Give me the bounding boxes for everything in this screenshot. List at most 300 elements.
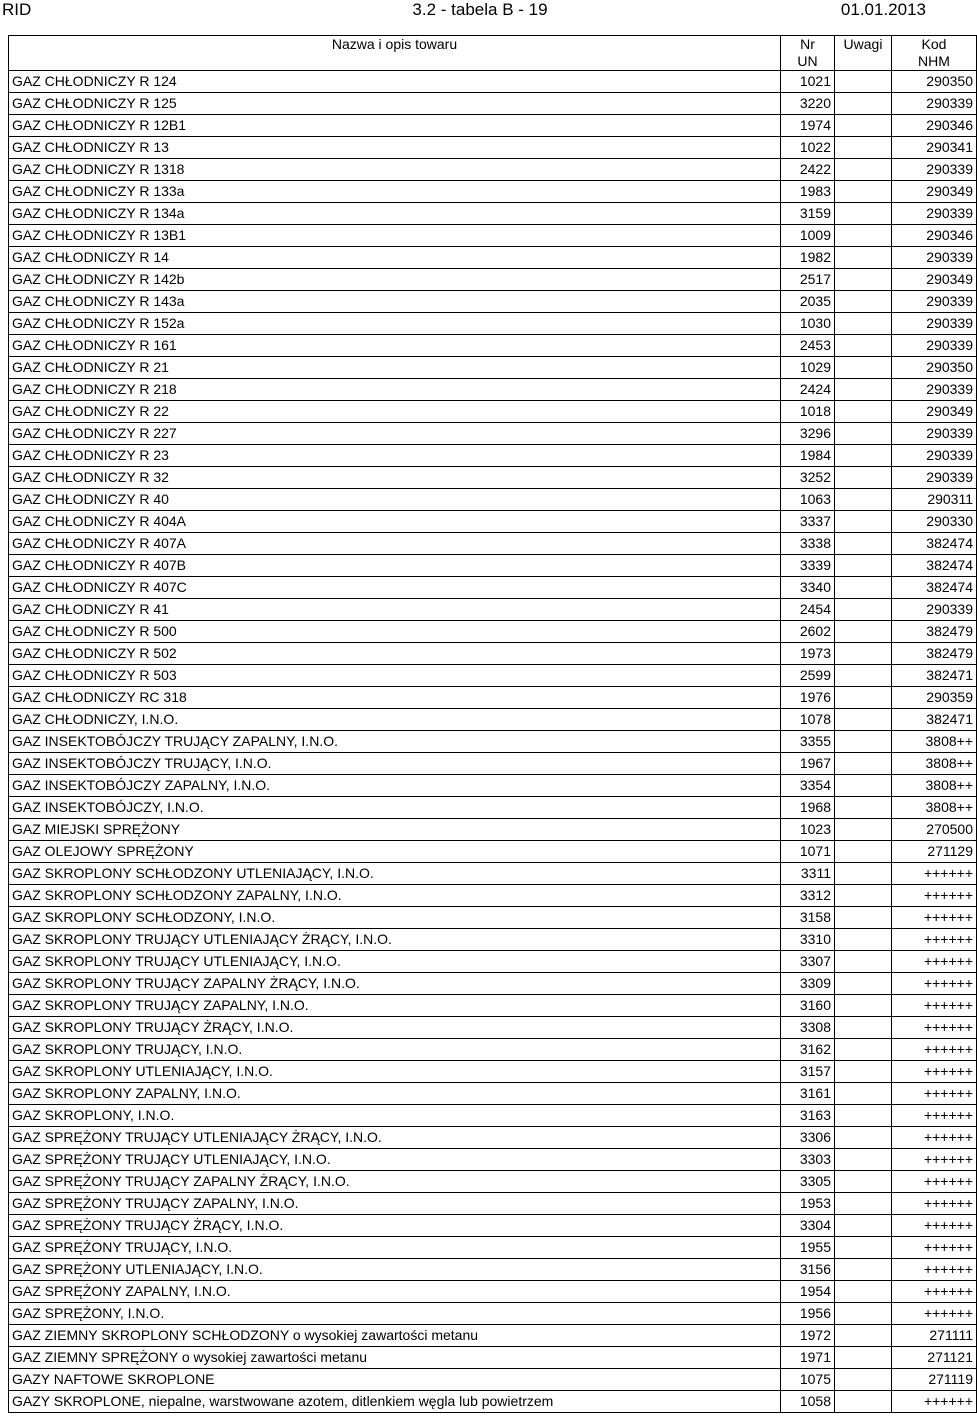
table-row xyxy=(9,1061,977,1083)
cell-uwagi xyxy=(835,511,892,533)
cell-nhm-code: 3808++ xyxy=(892,775,977,797)
cell-uwagi xyxy=(835,1039,892,1061)
cell-nhm-code: 3808++ xyxy=(892,753,977,775)
cell-uwagi xyxy=(835,467,892,489)
cell-nhm-code: 382479 xyxy=(892,621,977,643)
cell-un-number: 3354 xyxy=(781,775,835,797)
col-header-kod: Kod xyxy=(892,36,977,54)
cell-nhm-code: 382471 xyxy=(892,709,977,731)
cell-uwagi xyxy=(835,929,892,951)
cell-name: GAZ OLEJOWY SPRĘŻONY xyxy=(9,841,781,863)
cell-un-number: 3160 xyxy=(781,995,835,1017)
cell-uwagi xyxy=(835,1149,892,1171)
table-row xyxy=(9,775,977,797)
cell-un-number: 1058 xyxy=(781,1391,835,1413)
cell-uwagi xyxy=(835,555,892,577)
cell-uwagi xyxy=(835,599,892,621)
cell-nhm-code: ++++++ xyxy=(892,1149,977,1171)
cell-uwagi xyxy=(835,1017,892,1039)
cell-un-number: 3220 xyxy=(781,93,835,115)
cell-name: GAZ CHŁODNICZY R 1318 xyxy=(9,159,781,181)
cell-uwagi xyxy=(835,1127,892,1149)
table-row xyxy=(9,247,977,269)
table-row xyxy=(9,753,977,775)
cell-un-number: 1972 xyxy=(781,1325,835,1347)
cell-un-number: 3252 xyxy=(781,467,835,489)
cell-name: GAZ CHŁODNICZY R 22 xyxy=(9,401,781,423)
cell-name: GAZ SPRĘŻONY TRUJĄCY ZAPALNY, I.N.O. xyxy=(9,1193,781,1215)
cell-un-number: 3156 xyxy=(781,1259,835,1281)
cell-un-number: 1023 xyxy=(781,819,835,841)
cell-un-number: 2517 xyxy=(781,269,835,291)
cell-uwagi xyxy=(835,533,892,555)
goods-table xyxy=(8,35,977,1413)
cell-nhm-code: 290349 xyxy=(892,269,977,291)
cell-nhm-code: 290339 xyxy=(892,335,977,357)
table-row xyxy=(9,1105,977,1127)
table-row xyxy=(9,489,977,511)
table-row xyxy=(9,93,977,115)
table-row xyxy=(9,819,977,841)
cell-uwagi xyxy=(835,247,892,269)
table-row xyxy=(9,797,977,819)
cell-name: GAZ CHŁODNICZY R 502 xyxy=(9,643,781,665)
cell-name: GAZ CHŁODNICZY RC 318 xyxy=(9,687,781,709)
cell-name: GAZ CHŁODNICZY R 124 xyxy=(9,71,781,93)
cell-nhm-code: 290339 xyxy=(892,379,977,401)
cell-nhm-code: 271121 xyxy=(892,1347,977,1369)
cell-un-number: 3306 xyxy=(781,1127,835,1149)
cell-uwagi xyxy=(835,159,892,181)
cell-uwagi xyxy=(835,313,892,335)
cell-uwagi xyxy=(835,445,892,467)
cell-name: GAZ SKROPLONY SCHŁODZONY, I.N.O. xyxy=(9,907,781,929)
table-row xyxy=(9,907,977,929)
cell-un-number: 3340 xyxy=(781,577,835,599)
cell-nhm-code: ++++++ xyxy=(892,1171,977,1193)
cell-un-number: 3308 xyxy=(781,1017,835,1039)
table-row xyxy=(9,1281,977,1303)
cell-un-number: 2602 xyxy=(781,621,835,643)
table-row xyxy=(9,1237,977,1259)
cell-nhm-code: 290339 xyxy=(892,93,977,115)
cell-un-number: 1009 xyxy=(781,225,835,247)
cell-un-number: 3307 xyxy=(781,951,835,973)
cell-name: GAZ SPRĘŻONY UTLENIAJĄCY, I.N.O. xyxy=(9,1259,781,1281)
cell-name: GAZ CHŁODNICZY R 12B1 xyxy=(9,115,781,137)
table-row xyxy=(9,951,977,973)
table-row xyxy=(9,841,977,863)
cell-nhm-code: 290346 xyxy=(892,115,977,137)
cell-name: GAZ SKROPLONY TRUJĄCY ZAPALNY ŻRĄCY, I.N.O. xyxy=(9,973,781,995)
cell-un-number: 2424 xyxy=(781,379,835,401)
cell-nhm-code: 290349 xyxy=(892,401,977,423)
cell-uwagi xyxy=(835,665,892,687)
cell-nhm-code: 290339 xyxy=(892,423,977,445)
cell-un-number: 1022 xyxy=(781,137,835,159)
cell-un-number: 3355 xyxy=(781,731,835,753)
cell-nhm-code: 271119 xyxy=(892,1369,977,1391)
cell-uwagi xyxy=(835,643,892,665)
col-header-uwagi-cont xyxy=(835,53,892,71)
cell-nhm-code: 382471 xyxy=(892,665,977,687)
cell-uwagi xyxy=(835,621,892,643)
table-row xyxy=(9,555,977,577)
cell-un-number: 1955 xyxy=(781,1237,835,1259)
cell-name: GAZ CHŁODNICZY R 134a xyxy=(9,203,781,225)
cell-name: GAZ CHŁODNICZY R 142b xyxy=(9,269,781,291)
cell-name: GAZ INSEKTOBÓJCZY ZAPALNY, I.N.O. xyxy=(9,775,781,797)
col-header-nr: Nr xyxy=(781,36,835,54)
cell-uwagi xyxy=(835,401,892,423)
cell-un-number: 1974 xyxy=(781,115,835,137)
table-row xyxy=(9,269,977,291)
cell-uwagi xyxy=(835,93,892,115)
cell-nhm-code: ++++++ xyxy=(892,885,977,907)
cell-un-number: 1984 xyxy=(781,445,835,467)
cell-nhm-code: 3808++ xyxy=(892,731,977,753)
cell-nhm-code: 290330 xyxy=(892,511,977,533)
cell-name: GAZ SPRĘŻONY TRUJĄCY UTLENIAJĄCY, I.N.O. xyxy=(9,1149,781,1171)
cell-un-number: 1029 xyxy=(781,357,835,379)
cell-un-number: 1063 xyxy=(781,489,835,511)
cell-un-number: 1967 xyxy=(781,753,835,775)
table-row xyxy=(9,115,977,137)
cell-name: GAZ SKROPLONY SCHŁODZONY UTLENIAJĄCY, I.N.O. xyxy=(9,863,781,885)
cell-uwagi xyxy=(835,1391,892,1413)
cell-un-number: 3309 xyxy=(781,973,835,995)
cell-un-number: 1030 xyxy=(781,313,835,335)
cell-un-number: 2599 xyxy=(781,665,835,687)
cell-nhm-code: 290339 xyxy=(892,203,977,225)
cell-un-number: 3162 xyxy=(781,1039,835,1061)
cell-un-number: 3305 xyxy=(781,1171,835,1193)
cell-un-number: 3312 xyxy=(781,885,835,907)
cell-name: GAZ ZIEMNY SKROPLONY SCHŁODZONY o wysokiej zawartości metanu xyxy=(9,1325,781,1347)
cell-name: GAZ CHŁODNICZY R 161 xyxy=(9,335,781,357)
cell-uwagi xyxy=(835,1193,892,1215)
cell-nhm-code: ++++++ xyxy=(892,1083,977,1105)
cell-un-number: 3337 xyxy=(781,511,835,533)
cell-nhm-code: 290339 xyxy=(892,313,977,335)
cell-name: GAZ CHŁODNICZY R 500 xyxy=(9,621,781,643)
cell-nhm-code: 382474 xyxy=(892,555,977,577)
cell-uwagi xyxy=(835,841,892,863)
cell-nhm-code: ++++++ xyxy=(892,951,977,973)
cell-nhm-code: 290350 xyxy=(892,71,977,93)
cell-name: GAZ CHŁODNICZY R 133a xyxy=(9,181,781,203)
cell-uwagi xyxy=(835,687,892,709)
cell-uwagi xyxy=(835,1237,892,1259)
cell-name: GAZ SKROPLONY TRUJĄCY UTLENIAJĄCY ŻRĄCY, I.N.O. xyxy=(9,929,781,951)
cell-name: GAZ CHŁODNICZY R 13B1 xyxy=(9,225,781,247)
cell-un-number: 3296 xyxy=(781,423,835,445)
cell-name: GAZ CHŁODNICZY R 407A xyxy=(9,533,781,555)
cell-uwagi xyxy=(835,1325,892,1347)
cell-nhm-code: 290339 xyxy=(892,159,977,181)
cell-uwagi xyxy=(835,181,892,203)
header-date: 01.01.2013 xyxy=(840,0,926,19)
cell-nhm-code: 271111 xyxy=(892,1325,977,1347)
cell-name: GAZ CHŁODNICZY R 14 xyxy=(9,247,781,269)
cell-uwagi xyxy=(835,137,892,159)
cell-uwagi xyxy=(835,1083,892,1105)
cell-name: GAZY NAFTOWE SKROPLONE xyxy=(9,1369,781,1391)
cell-nhm-code: ++++++ xyxy=(892,1259,977,1281)
cell-un-number: 2035 xyxy=(781,291,835,313)
cell-uwagi xyxy=(835,995,892,1017)
cell-un-number: 3303 xyxy=(781,1149,835,1171)
col-header-un: UN xyxy=(781,53,835,71)
cell-nhm-code: ++++++ xyxy=(892,1127,977,1149)
cell-nhm-code: ++++++ xyxy=(892,1039,977,1061)
cell-nhm-code: ++++++ xyxy=(892,1193,977,1215)
table-row xyxy=(9,225,977,247)
cell-nhm-code: ++++++ xyxy=(892,1303,977,1325)
cell-nhm-code: ++++++ xyxy=(892,1215,977,1237)
cell-uwagi xyxy=(835,863,892,885)
cell-uwagi xyxy=(835,819,892,841)
cell-name: GAZ CHŁODNICZY R 143a xyxy=(9,291,781,313)
cell-un-number: 1971 xyxy=(781,1347,835,1369)
cell-uwagi xyxy=(835,1303,892,1325)
cell-nhm-code: 382479 xyxy=(892,643,977,665)
cell-nhm-code: 290339 xyxy=(892,247,977,269)
cell-name: GAZ SPRĘŻONY ZAPALNY, I.N.O. xyxy=(9,1281,781,1303)
cell-uwagi xyxy=(835,489,892,511)
table-row xyxy=(9,203,977,225)
cell-nhm-code: ++++++ xyxy=(892,1061,977,1083)
table-row xyxy=(9,687,977,709)
cell-nhm-code: ++++++ xyxy=(892,1391,977,1413)
cell-uwagi xyxy=(835,577,892,599)
cell-uwagi xyxy=(835,885,892,907)
cell-uwagi xyxy=(835,203,892,225)
table-row xyxy=(9,181,977,203)
cell-un-number: 1075 xyxy=(781,1369,835,1391)
cell-name: GAZ CHŁODNICZY R 407C xyxy=(9,577,781,599)
cell-nhm-code: 382474 xyxy=(892,533,977,555)
cell-uwagi xyxy=(835,71,892,93)
cell-uwagi xyxy=(835,973,892,995)
cell-nhm-code: 271129 xyxy=(892,841,977,863)
cell-nhm-code: ++++++ xyxy=(892,973,977,995)
table-row xyxy=(9,511,977,533)
cell-name: GAZ INSEKTOBÓJCZY, I.N.O. xyxy=(9,797,781,819)
cell-nhm-code: ++++++ xyxy=(892,907,977,929)
cell-nhm-code: 290339 xyxy=(892,467,977,489)
cell-nhm-code: ++++++ xyxy=(892,863,977,885)
cell-nhm-code: ++++++ xyxy=(892,1105,977,1127)
table-row xyxy=(9,995,977,1017)
header-left: RID xyxy=(2,0,32,19)
cell-uwagi xyxy=(835,1369,892,1391)
cell-name: GAZ CHŁODNICZY R 23 xyxy=(9,445,781,467)
cell-nhm-code: 290339 xyxy=(892,599,977,621)
cell-un-number: 1983 xyxy=(781,181,835,203)
table-body xyxy=(9,71,977,1413)
cell-uwagi xyxy=(835,1215,892,1237)
table-row xyxy=(9,1391,977,1413)
cell-name: GAZ SKROPLONY ZAPALNY, I.N.O. xyxy=(9,1083,781,1105)
table-row xyxy=(9,1193,977,1215)
cell-name: GAZ CHŁODNICZY R 21 xyxy=(9,357,781,379)
cell-uwagi xyxy=(835,753,892,775)
cell-un-number: 1976 xyxy=(781,687,835,709)
cell-uwagi xyxy=(835,797,892,819)
cell-uwagi xyxy=(835,335,892,357)
cell-name: GAZ CHŁODNICZY R 32 xyxy=(9,467,781,489)
cell-un-number: 1078 xyxy=(781,709,835,731)
table-row xyxy=(9,291,977,313)
table-row xyxy=(9,731,977,753)
cell-un-number: 3163 xyxy=(781,1105,835,1127)
table-row xyxy=(9,885,977,907)
cell-uwagi xyxy=(835,291,892,313)
cell-name: GAZ CHŁODNICZY R 227 xyxy=(9,423,781,445)
table-row xyxy=(9,599,977,621)
cell-name: GAZ SPRĘŻONY, I.N.O. xyxy=(9,1303,781,1325)
cell-uwagi xyxy=(835,775,892,797)
cell-uwagi xyxy=(835,1347,892,1369)
col-header-name-cont xyxy=(9,53,781,71)
table-row xyxy=(9,159,977,181)
cell-nhm-code: 290359 xyxy=(892,687,977,709)
cell-name: GAZ CHŁODNICZY R 503 xyxy=(9,665,781,687)
cell-name: GAZ SPRĘŻONY TRUJĄCY ŻRĄCY, I.N.O. xyxy=(9,1215,781,1237)
table-row xyxy=(9,533,977,555)
cell-nhm-code: ++++++ xyxy=(892,1017,977,1039)
table-row xyxy=(9,137,977,159)
table-row xyxy=(9,665,977,687)
cell-name: GAZ INSEKTOBÓJCZY TRUJĄCY, I.N.O. xyxy=(9,753,781,775)
table-row xyxy=(9,1303,977,1325)
page-header xyxy=(0,0,960,22)
table-row xyxy=(9,423,977,445)
table-row xyxy=(9,973,977,995)
cell-un-number: 1956 xyxy=(781,1303,835,1325)
cell-un-number: 1018 xyxy=(781,401,835,423)
table-row xyxy=(9,643,977,665)
cell-name: GAZ SKROPLONY TRUJĄCY ŻRĄCY, I.N.O. xyxy=(9,1017,781,1039)
cell-name: GAZ INSEKTOBÓJCZY TRUJĄCY ZAPALNY, I.N.O. xyxy=(9,731,781,753)
cell-nhm-code: 290350 xyxy=(892,357,977,379)
table-row xyxy=(9,445,977,467)
cell-un-number: 1982 xyxy=(781,247,835,269)
cell-un-number: 3158 xyxy=(781,907,835,929)
cell-nhm-code: ++++++ xyxy=(892,995,977,1017)
cell-un-number: 3304 xyxy=(781,1215,835,1237)
table-row xyxy=(9,1325,977,1347)
col-header-nhm: NHM xyxy=(892,53,977,71)
table-row xyxy=(9,401,977,423)
cell-uwagi xyxy=(835,1105,892,1127)
table-row xyxy=(9,1017,977,1039)
table-row xyxy=(9,863,977,885)
cell-name: GAZ CHŁODNICZY R 125 xyxy=(9,93,781,115)
table-row xyxy=(9,1347,977,1369)
cell-name: GAZ CHŁODNICZY R 13 xyxy=(9,137,781,159)
cell-un-number: 1953 xyxy=(781,1193,835,1215)
cell-name: GAZ SPRĘŻONY TRUJĄCY, I.N.O. xyxy=(9,1237,781,1259)
cell-un-number: 3159 xyxy=(781,203,835,225)
cell-uwagi xyxy=(835,1061,892,1083)
table-row xyxy=(9,1127,977,1149)
cell-name: GAZ SPRĘŻONY TRUJĄCY ZAPALNY ŻRĄCY, I.N.O. xyxy=(9,1171,781,1193)
table-header-row-2 xyxy=(9,53,977,71)
cell-uwagi xyxy=(835,379,892,401)
cell-name: GAZ SKROPLONY TRUJĄCY ZAPALNY, I.N.O. xyxy=(9,995,781,1017)
cell-name: GAZ SKROPLONY UTLENIAJĄCY, I.N.O. xyxy=(9,1061,781,1083)
cell-name: GAZ SPRĘŻONY TRUJĄCY UTLENIAJĄCY ŻRĄCY, I.N.O. xyxy=(9,1127,781,1149)
cell-un-number: 2453 xyxy=(781,335,835,357)
cell-un-number: 3338 xyxy=(781,533,835,555)
cell-uwagi xyxy=(835,1171,892,1193)
cell-un-number: 1968 xyxy=(781,797,835,819)
cell-un-number: 2454 xyxy=(781,599,835,621)
table-row xyxy=(9,929,977,951)
table-row xyxy=(9,1259,977,1281)
cell-name: GAZ MIEJSKI SPRĘŻONY xyxy=(9,819,781,841)
cell-un-number: 3339 xyxy=(781,555,835,577)
table-row xyxy=(9,71,977,93)
cell-name: GAZ SKROPLONY SCHŁODZONY ZAPALNY, I.N.O. xyxy=(9,885,781,907)
cell-un-number: 1973 xyxy=(781,643,835,665)
cell-uwagi xyxy=(835,709,892,731)
cell-nhm-code: ++++++ xyxy=(892,929,977,951)
cell-name: GAZ SKROPLONY TRUJĄCY UTLENIAJĄCY, I.N.O. xyxy=(9,951,781,973)
table-header-row xyxy=(9,36,977,54)
cell-name: GAZ CHŁODNICZY R 40 xyxy=(9,489,781,511)
cell-nhm-code: 290339 xyxy=(892,291,977,313)
cell-uwagi xyxy=(835,1259,892,1281)
cell-un-number: 3310 xyxy=(781,929,835,951)
cell-uwagi xyxy=(835,115,892,137)
table-row xyxy=(9,335,977,357)
cell-name: GAZ CHŁODNICZY R 407B xyxy=(9,555,781,577)
table-row xyxy=(9,1171,977,1193)
table-row xyxy=(9,709,977,731)
table-row xyxy=(9,1369,977,1391)
table-row xyxy=(9,357,977,379)
cell-name: GAZ CHŁODNICZY, I.N.O. xyxy=(9,709,781,731)
table-row xyxy=(9,577,977,599)
cell-name: GAZ CHŁODNICZY R 152a xyxy=(9,313,781,335)
cell-un-number: 2422 xyxy=(781,159,835,181)
cell-uwagi xyxy=(835,731,892,753)
cell-uwagi xyxy=(835,225,892,247)
table-row xyxy=(9,621,977,643)
col-header-name: Nazwa i opis towaru xyxy=(9,36,781,54)
cell-nhm-code: 290341 xyxy=(892,137,977,159)
table-row xyxy=(9,1215,977,1237)
table-row xyxy=(9,313,977,335)
cell-un-number: 1021 xyxy=(781,71,835,93)
cell-uwagi xyxy=(835,951,892,973)
cell-un-number: 3311 xyxy=(781,863,835,885)
table-row xyxy=(9,1083,977,1105)
table-row xyxy=(9,1039,977,1061)
table-row xyxy=(9,1149,977,1171)
cell-uwagi xyxy=(835,1281,892,1303)
header-title: 3.2 - tabela B - 19 xyxy=(412,0,548,19)
cell-uwagi xyxy=(835,269,892,291)
cell-un-number: 3161 xyxy=(781,1083,835,1105)
cell-nhm-code: 3808++ xyxy=(892,797,977,819)
table-row xyxy=(9,379,977,401)
cell-nhm-code: 290311 xyxy=(892,489,977,511)
cell-uwagi xyxy=(835,907,892,929)
